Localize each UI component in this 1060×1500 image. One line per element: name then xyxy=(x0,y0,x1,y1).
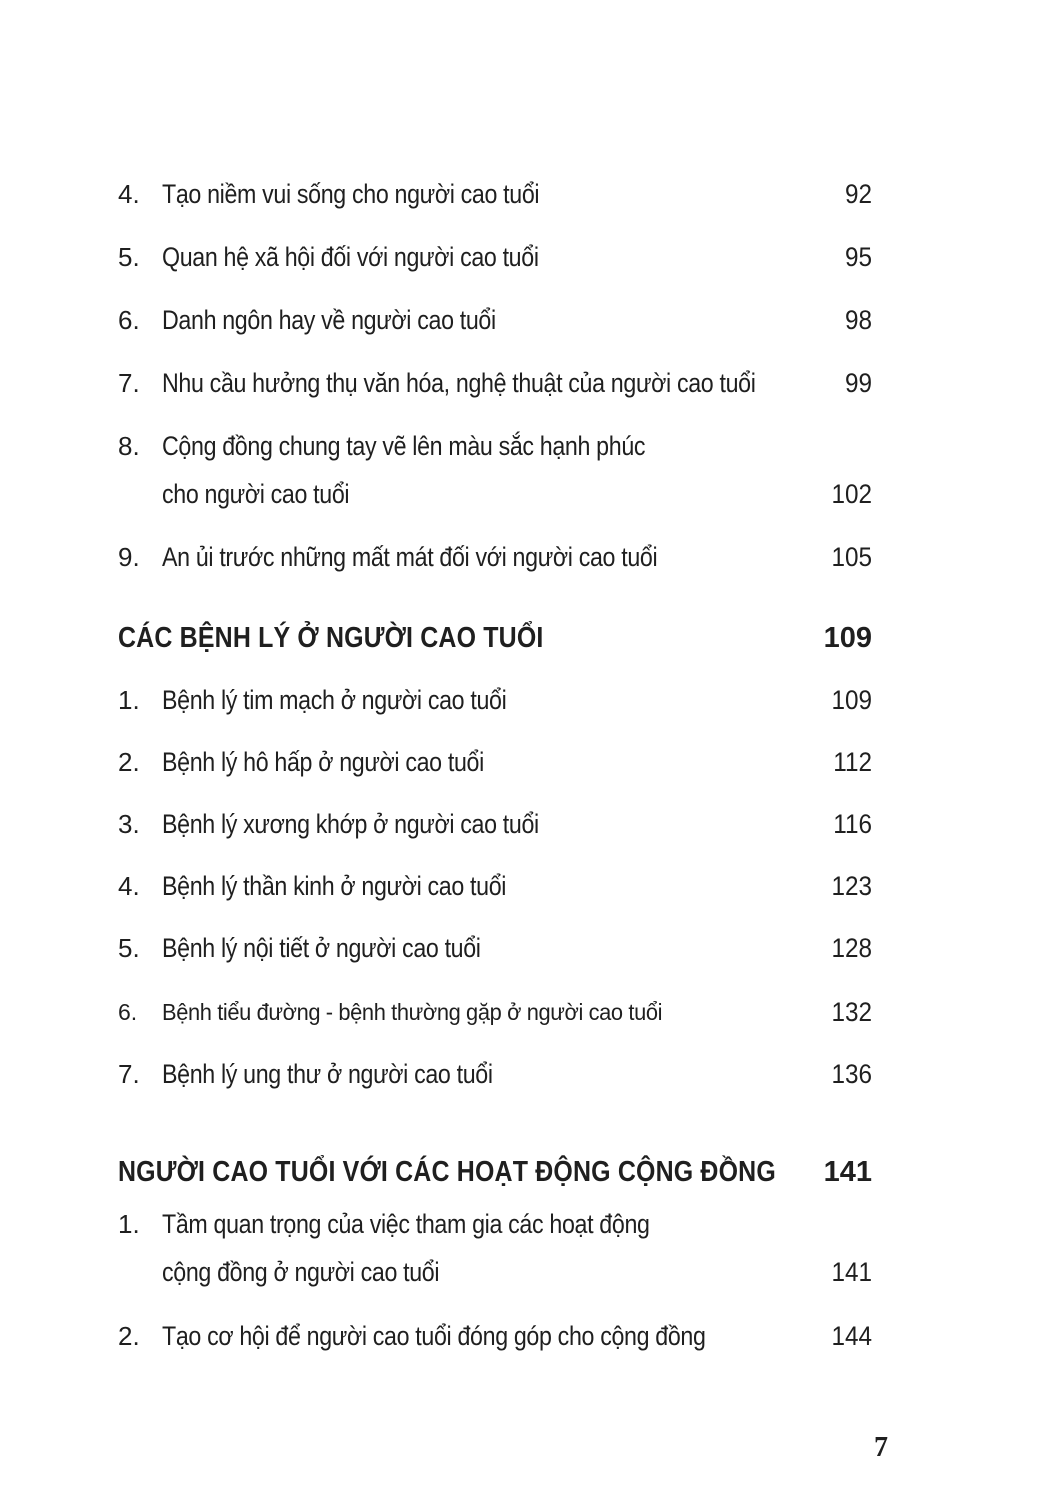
entry-title: Bệnh lý xương khớp ở người cao tuổi xyxy=(162,809,539,839)
entry-number: 6. xyxy=(118,305,140,335)
entry-number: 4. xyxy=(118,871,140,901)
entry-number: 5. xyxy=(118,933,140,963)
entry-title: Bệnh lý tim mạch ở người cao tuổi xyxy=(162,685,507,715)
section-title: CÁC BỆNH LÝ Ở NGƯỜI CAO TUỔI xyxy=(118,622,544,654)
entry-page: 144 xyxy=(831,1321,872,1351)
section-heading[interactable] xyxy=(118,602,878,662)
toc-entry[interactable] xyxy=(118,848,878,910)
toc-entry[interactable] xyxy=(118,1036,878,1098)
entry-page: 112 xyxy=(833,747,872,777)
entry-page: 109 xyxy=(831,685,872,715)
toc-entry[interactable] xyxy=(118,910,878,972)
entry-page: 141 xyxy=(831,1257,872,1287)
entry-title: Bệnh lý hô hấp ở người cao tuổi xyxy=(162,747,484,777)
entry-title: Bệnh tiểu đường - bệnh thường gặp ở người cao tuổi xyxy=(162,999,663,1025)
entry-number: 7. xyxy=(118,1059,140,1089)
toc-section-diseases xyxy=(118,602,878,1098)
section-page: 141 xyxy=(823,1156,872,1188)
entry-title: Bệnh lý ung thư ở người cao tuổi xyxy=(162,1059,493,1089)
toc-entry[interactable] xyxy=(118,1196,878,1296)
entry-page: 95 xyxy=(844,242,872,272)
entry-page: 105 xyxy=(831,542,872,572)
entry-page: 116 xyxy=(833,809,872,839)
entry-number: 3. xyxy=(118,809,140,839)
entry-title-line: cho người cao tuổi xyxy=(162,479,350,509)
entry-page: 128 xyxy=(831,933,872,963)
entry-number: 6. xyxy=(118,999,138,1025)
entry-number: 1. xyxy=(118,685,140,715)
toc-entry[interactable] xyxy=(118,724,878,786)
entry-number: 2. xyxy=(118,1321,140,1351)
entry-title: Tạo niềm vui sống cho người cao tuổi xyxy=(162,179,540,209)
section-heading[interactable] xyxy=(118,1136,878,1196)
entry-title xyxy=(162,1200,778,1296)
entry-title xyxy=(162,422,778,518)
entry-title-line: cộng đồng ở người cao tuổi xyxy=(162,1257,440,1287)
entry-number: 7. xyxy=(118,368,140,398)
toc-entry[interactable] xyxy=(118,218,878,281)
toc-section-community xyxy=(118,1136,878,1360)
entry-page: 92 xyxy=(844,179,872,209)
section-page: 109 xyxy=(823,622,872,654)
entry-title-line: Tầm quan trọng của việc tham gia các hoạt động xyxy=(162,1209,650,1239)
entry-page: 99 xyxy=(844,368,872,398)
entry-page: 102 xyxy=(831,479,872,509)
entry-title-line: Cộng đồng chung tay vẽ lên màu sắc hạnh phúc xyxy=(162,431,646,461)
entry-title: Danh ngôn hay về người cao tuổi xyxy=(162,305,496,335)
entry-title: Tạo cơ hội để người cao tuổi đóng góp cho cộng đồng xyxy=(162,1321,706,1351)
toc-entry[interactable] xyxy=(118,407,878,518)
entry-page: 123 xyxy=(831,871,872,901)
toc-entry[interactable] xyxy=(118,518,878,581)
entry-title: An ủi trước những mất mát đối với người cao tuổi xyxy=(162,542,658,572)
toc-entry[interactable] xyxy=(118,786,878,848)
entry-number: 8. xyxy=(118,431,140,461)
page-number: 7 xyxy=(874,1432,888,1463)
entry-number: 9. xyxy=(118,542,140,572)
toc-entry[interactable] xyxy=(118,281,878,344)
entry-number: 4. xyxy=(118,179,140,209)
toc-entry[interactable] xyxy=(118,662,878,724)
entry-title: Bệnh lý thần kinh ở người cao tuổi xyxy=(162,871,507,901)
toc-entry[interactable] xyxy=(118,156,878,218)
entry-title: Bệnh lý nội tiết ở người cao tuổi xyxy=(162,933,481,963)
toc-entry[interactable] xyxy=(118,1296,878,1360)
entry-number: 5. xyxy=(118,242,140,272)
toc-entry[interactable] xyxy=(118,972,878,1036)
entry-number: 1. xyxy=(118,1209,140,1239)
entry-title: Quan hệ xã hội đối với người cao tuổi xyxy=(162,242,539,272)
entry-title: Nhu cầu hưởng thụ văn hóa, nghệ thuật của người cao tuổi xyxy=(162,368,756,398)
entry-page: 98 xyxy=(844,305,872,335)
section-title: NGƯỜI CAO TUỔI VỚI CÁC HOẠT ĐỘNG CỘNG ĐỒNG xyxy=(118,1156,776,1188)
entry-page: 132 xyxy=(831,997,872,1027)
entry-number: 2. xyxy=(118,747,140,777)
entry-page: 136 xyxy=(831,1059,872,1089)
toc-list-continued xyxy=(118,156,878,581)
toc-entry[interactable] xyxy=(118,344,878,407)
